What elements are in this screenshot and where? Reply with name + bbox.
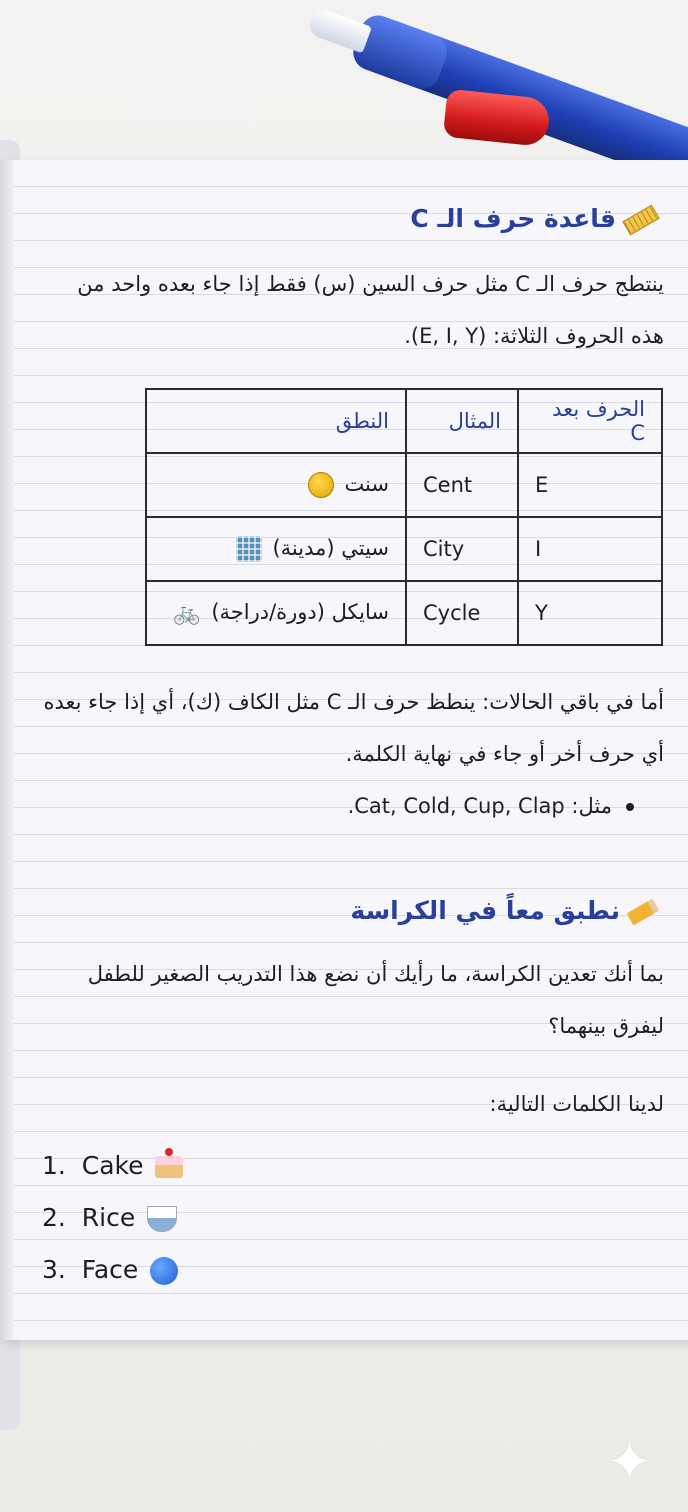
section2-example-bullet (24, 780, 664, 832)
pronunciation-text: سنت (344, 472, 389, 496)
section1-intro (24, 258, 664, 362)
table-header-row (146, 389, 662, 453)
row-example: Cent (406, 453, 518, 517)
section1-heading (38, 204, 658, 233)
item-word: Cake (81, 1151, 144, 1180)
item-number: 2. (42, 1203, 66, 1232)
section2-line-2: أي حرف أخر أو جاء في نهاية الكلمة. (345, 742, 664, 766)
row-letter: I (518, 517, 662, 581)
pronunciation-text: سيتي (مدينة) (272, 536, 389, 560)
list-item (42, 1244, 187, 1296)
section2-example: مثل: Cat, Cold, Cup, Clap. (347, 794, 612, 818)
pronunciation-text: سايكل (دورة/دراجة) (211, 600, 389, 625)
item-number: 3. (42, 1255, 66, 1284)
row-example: Cycle (406, 581, 518, 645)
section3-text (24, 948, 664, 1052)
c-rules-table (145, 388, 663, 646)
bicycle-icon: 🚲 (173, 600, 201, 626)
sparkle-icon: ✦ (606, 1430, 653, 1495)
building-icon (236, 536, 262, 562)
words-label: لدينا الكلمات التالية: (489, 1092, 664, 1116)
section2-line-1: أما في باقي الحالات: ينطظ حرف الـ C مثل الكاف (ك)، أي إذا جاء بعده (43, 690, 664, 714)
row-letter: E (518, 453, 662, 517)
section3-line-1: بما أنك تعدين الكراسة، ما رأيك أن نضع هذا التدريب الصغير للطفل (87, 962, 664, 986)
row-letter: Y (518, 581, 662, 645)
header-example: المثال (406, 389, 518, 453)
header-pronunciation: النطق (146, 389, 406, 453)
section3-line-2: ليفرق بينهما؟ (548, 1014, 664, 1038)
header-letter: الحرف بعد C (518, 389, 662, 453)
list-item (42, 1192, 187, 1244)
table-row (146, 453, 662, 517)
section3-heading (38, 896, 658, 925)
intro-line-2: هذه الحروف الثلاثة: (E, I, Y). (404, 324, 664, 348)
table-row (146, 581, 662, 645)
row-pronunciation (146, 581, 406, 645)
coin-icon (308, 472, 334, 498)
item-word: Face (81, 1255, 139, 1284)
section3-title: نطبق معاً في الكراسة (350, 896, 620, 925)
section1-title: قاعدة حرف الـ C (410, 204, 616, 233)
blue-circle-icon (150, 1257, 178, 1285)
intro-line-1: ينتطج حرف الـ C مثل حرف السين (س) فقط إذا جاء بعده واحد من (77, 272, 664, 296)
bullet-dot-icon (626, 803, 634, 811)
ruler-icon (622, 205, 659, 236)
row-pronunciation (146, 517, 406, 581)
memo-pencil-icon (627, 898, 660, 925)
item-word: Rice (81, 1203, 136, 1232)
row-pronunciation (146, 453, 406, 517)
word-list (42, 1140, 187, 1296)
page-edge-shadow (0, 160, 14, 1340)
row-example: City (406, 517, 518, 581)
section2-text (24, 676, 664, 832)
cake-icon (155, 1156, 183, 1178)
list-item (42, 1140, 187, 1192)
item-number: 1. (42, 1151, 66, 1180)
table-row (146, 517, 662, 581)
rice-bowl-icon (147, 1206, 177, 1232)
